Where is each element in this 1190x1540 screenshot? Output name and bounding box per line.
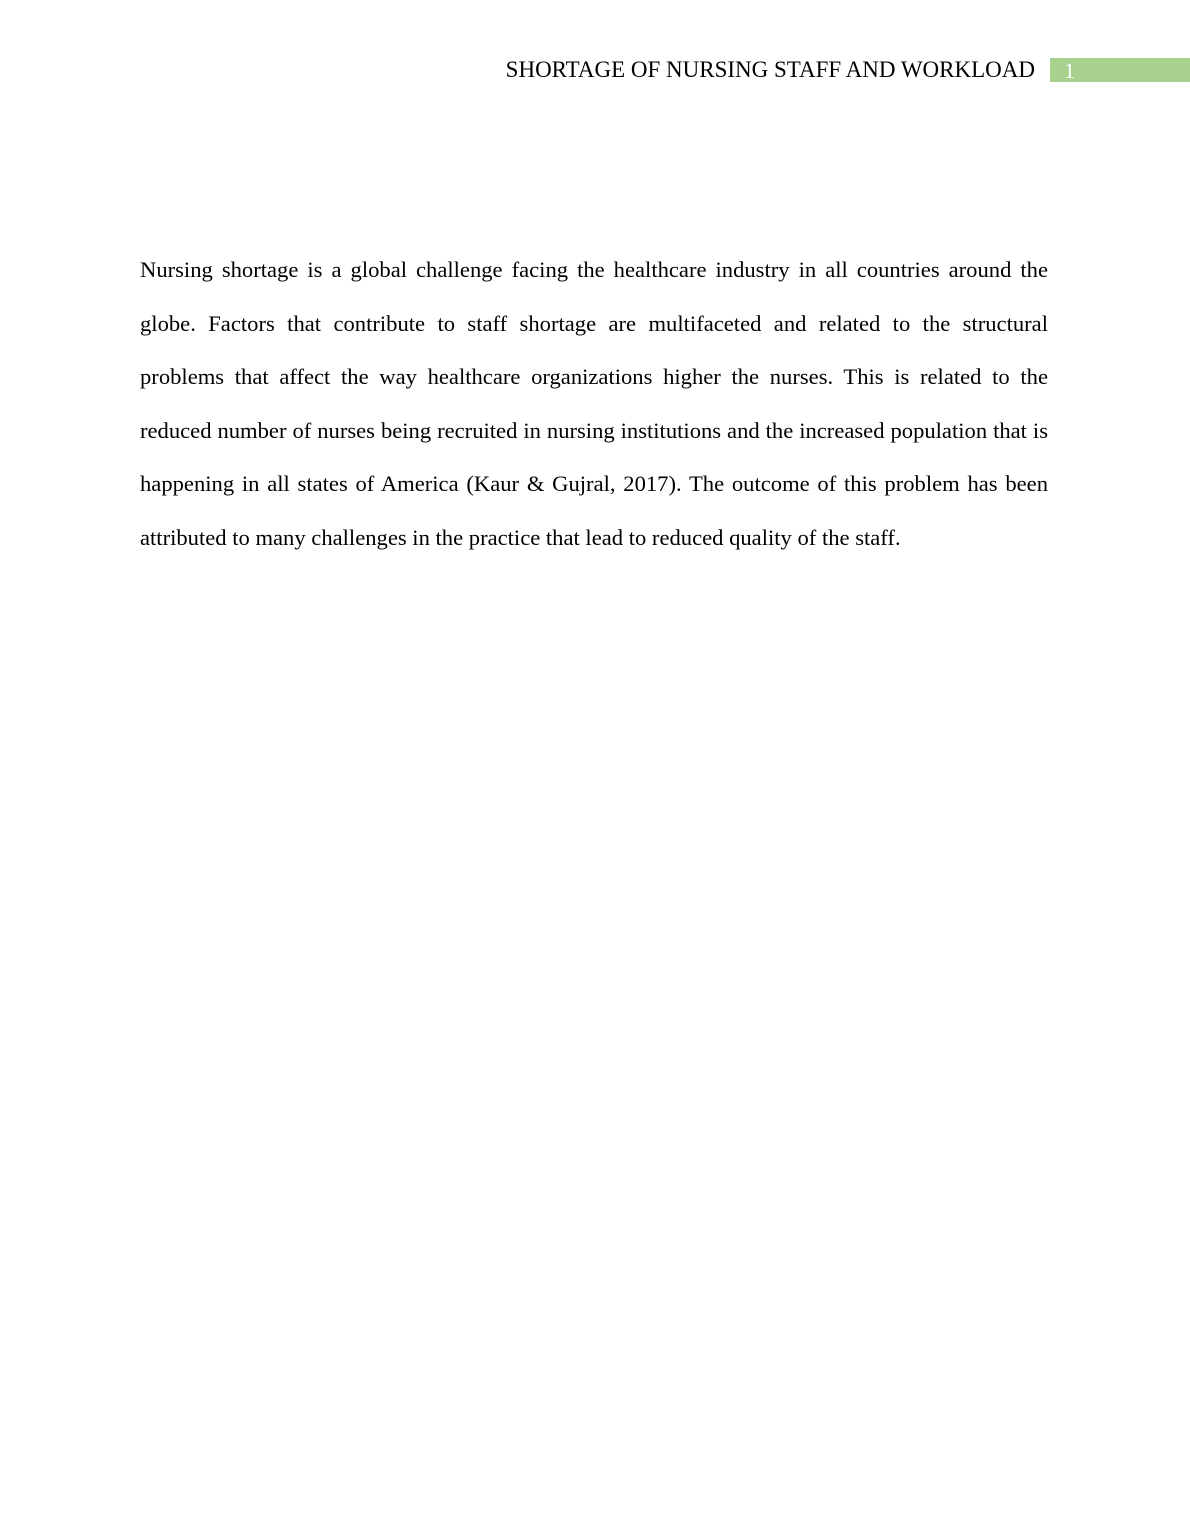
body-paragraph: Nursing shortage is a global challenge facing the healthcare industry in all countries around the globe. Factors that contribute to staff shortage are multifaceted and related to the structural problems that affect the way healthcare organizations higher the nurses. This is related to the reduced number of nurses being recruited in nursing institutions and the increased population that is happening in all states of America (Kaur & Gujral, 2017). The outcome of this problem has been attributed to many challenges in the practice that lead to reduced quality of the staff. bbox=[140, 257, 1048, 550]
page-header bbox=[0, 56, 1190, 84]
page-number: 1 bbox=[1064, 58, 1075, 83]
running-head: SHORTAGE OF NURSING STAFF AND WORKLOAD bbox=[505, 57, 1035, 82]
page-number-box bbox=[1050, 58, 1190, 82]
